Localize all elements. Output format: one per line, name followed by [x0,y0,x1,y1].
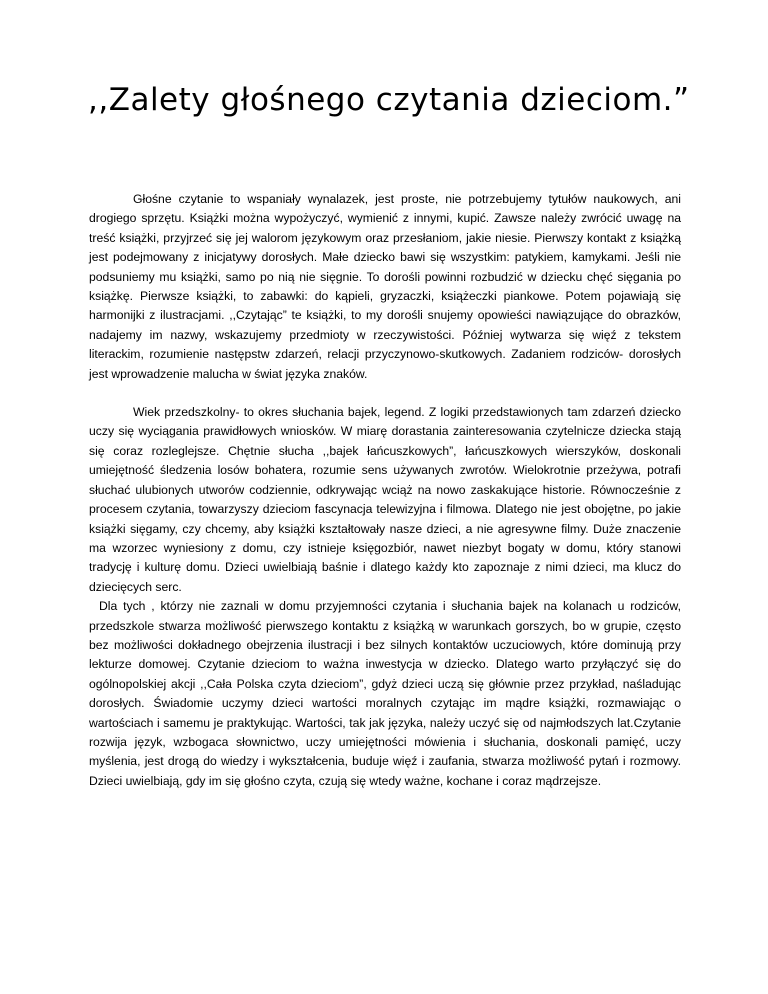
paragraph-3: Dla tych , którzy nie zaznali w domu przyjemności czytania i słuchania bajek na kolanach u rodziców, przedszkole stwarza możliwość pierwszego kontaktu z książką w warunkach gorszych, bo w grupie, często bez możliwości dokładnego obejrzenia ilustracji i bez silnych kontaktów uczuciowych, które dominują przy lekturze domowej. Czytanie dzieciom to ważna inwestycja w dziecko. Dlatego warto przyłączyć się do ogólnopolskiej akcji ,,Cała Polska czyta dzieciom”, gdyż dzieci uczą się głównie przez przykład, naśladując dorosłych. Świadomie uczymy dzieci wartości moralnych czytając im mądre książki, rozmawiając o wartościach i samemu je praktykując. Wartości, tak jak języka, należy uczyć się od najmłodszych lat.Czytanie rozwija język, wzbogaca słownictwo, uczy umiejętności mówienia i słuchania, doskonali pamięć, uczy myślenia, jest drogą do wiedzy i wykształcenia, buduje więź i zaufania, stwarza możliwość pytań i rozmowy. Dzieci uwielbiają, gdy im się głośno czyta, czują się wtedy ważne, kochane i coraz mądrzejsze. [89,599,681,788]
paragraph-2: Wiek przedszkolny- to okres słuchania bajek, legend. Z logiki przedstawionych tam zdarzeń dziecko uczy się wyciągania prawidłowych wniosków. W miarę dorastania zainteresowania czytelnicze dziecka stają się coraz rozleglejsze. Chętnie słucha ,,bajek łańcuszkowych”, łańcuszkowych wierszyków, doskonali umiejętność śledzenia losów bohatera, rozumie sens używanych zwrotów. Wielokrotnie przeżywa, potrafi słuchać ulubionych utworów codziennie, odkrywając wciąż na nowo zaskakujące historie. Równocześnie z procesem czytania, towarzyszy dzieciom fascynacja telewizyjna i filmowa. Dlatego nie jest obojętne, po jakie książki sięgamy, czy chcemy, aby książki kształtowały nasze dzieci, a nie agresywne filmy. Duże znaczenie ma wzorzec wyniesiony z domu, czy istnieje księgozbiór, nawet niezbyt bogaty w domu, który stanowi tradycję i kulturę domu. Dzieci uwielbiają baśnie i dlatego każdy kto zapoznaje z nimi dzieci, ma klucz do dziecięcych serc. [89,405,681,594]
paragraph-1: Głośne czytanie to wspaniały wynalazek, jest proste, nie potrzebujemy tytułów naukowych, ani drogiego sprzętu. Książki można wypożyczyć, wymienić z innymi, kupić. Zawsze należy zwrócić uwagę na treść książki, przyjrzeć się jej walorom językowym oraz przesłaniom, jakie niesie. Pierwszy kontakt z książką jest podejmowany z inicjatywy dorosłych. Małe dziecko bawi się wszystkim: patykiem, kamykami. Jeśli nie podsuniemy mu książki, samo po nią nie sięgnie. To dorośli powinni rozbudzić w dziecku chęć sięgania po książkę. Pierwsze książki, to zabawki: do kąpieli, gryzaczki, książeczki piankowe. Potem pojawiają się harmonijki z ilustracjami. ,,Czytając” te książki, to my dorośli snujemy opowieści nawiązujące do obrazków, nadajemy im nazwy, wskazujemy przedmioty w rzeczywistości. Później wytwarza się więź z tekstem literackim, rozumienie następstw zdarzeń, relacji przyczynowo-skutkowych. Zadaniem rodziców- dorosłych jest wprowadzenie malucha w świat języka znaków. [89,192,681,381]
document-title: ,,Zalety głośnego czytania dzieciom.” [88,82,690,118]
document-body [89,190,681,791]
